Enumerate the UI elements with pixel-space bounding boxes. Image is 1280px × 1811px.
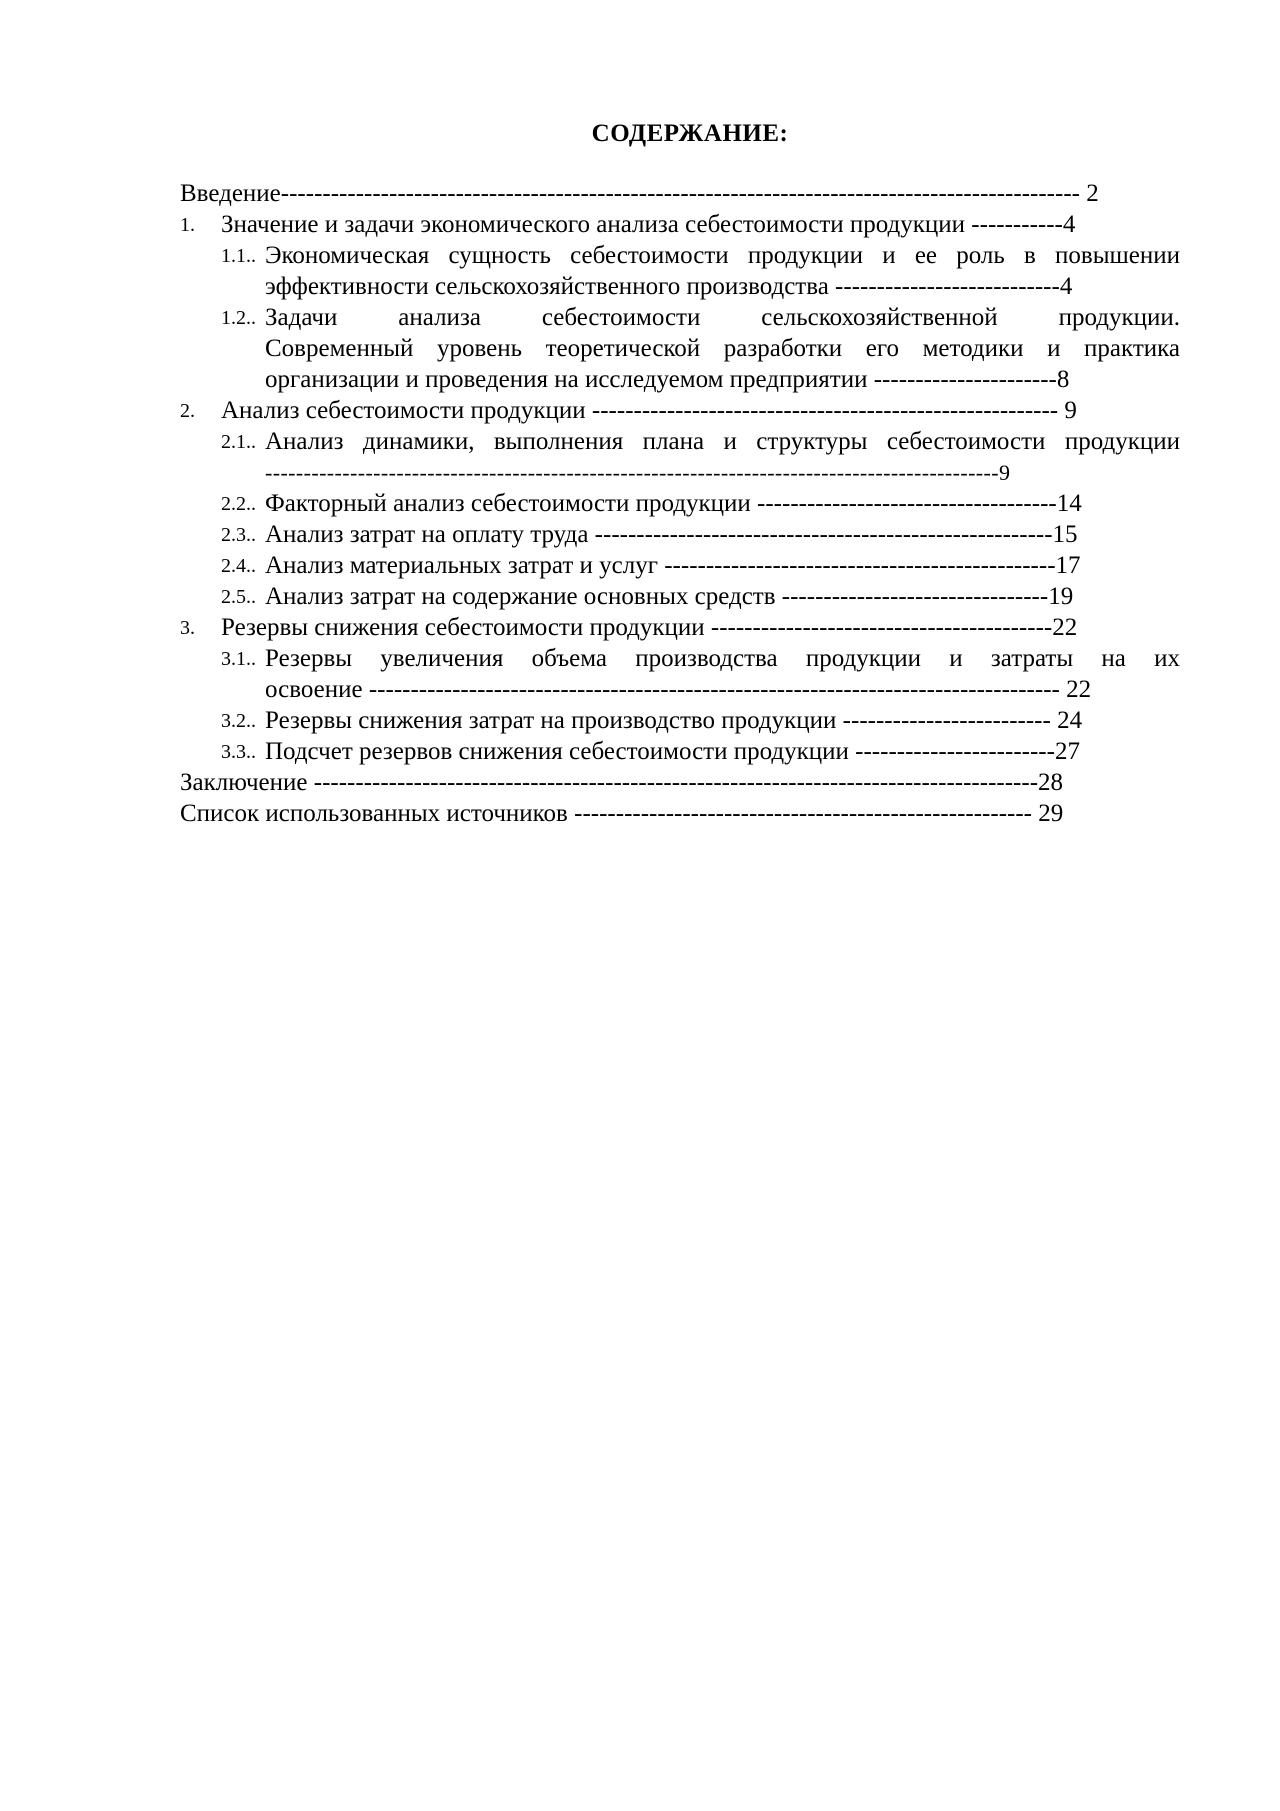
toc-entry-number: 1.1..	[221, 245, 256, 267]
toc-entry-number: 3.2..	[221, 710, 256, 732]
toc-entry-section-3-2[interactable]	[180, 705, 1180, 736]
toc-entry-text: Современный уровень теоретической разработки его методики и практика	[265, 335, 1180, 362]
toc-entry-text: Анализ затрат на оплату труда -------------------------------------------------------15	[265, 521, 1078, 548]
toc-entry-section-2[interactable]	[180, 395, 1180, 426]
toc-entry-number: 2.1..	[221, 431, 256, 453]
toc-entry-section-1-2[interactable]	[180, 302, 1180, 395]
toc-entry-text: Анализ динамики, выполнения плана и структуры себестоимости продукции	[265, 428, 1180, 455]
toc-entry-number: 2.4..	[221, 555, 256, 577]
toc-entry-section-1-1[interactable]	[180, 240, 1180, 302]
toc-entry-text: Подсчет резервов снижения себестоимости продукции ------------------------27	[265, 738, 1080, 765]
toc-entry-conclusion[interactable]	[180, 767, 1180, 798]
toc-entry-section-1[interactable]	[180, 209, 1180, 240]
toc-entry-text: эффективности сельскохозяйственного производства ---------------------------4	[265, 273, 1073, 300]
toc-entry-section-2-4[interactable]	[180, 550, 1180, 581]
toc-entry-section-2-5[interactable]	[180, 581, 1180, 612]
toc-entry-section-3[interactable]	[180, 612, 1180, 643]
toc-entry-number: 2.3..	[221, 524, 256, 546]
toc-entry-number: 1.2..	[221, 307, 256, 329]
toc-entry-text: Экономическая сущность себестоимости продукции и ее роль в повышении	[265, 242, 1180, 269]
toc-entry-text: организации и проведения на исследуемом предприятии ----------------------8	[265, 366, 1070, 393]
toc-entry-number: 2.	[180, 400, 195, 422]
toc-entry-text: освоение ----------------------------------------------------------------------------------- 22	[265, 676, 1092, 703]
toc-entry-number: 2.2..	[221, 493, 256, 515]
toc-entry-text: Анализ затрат на содержание основных средств --------------------------------19	[265, 583, 1074, 610]
toc-entry-text: Резервы снижения себестоимости продукции -----------------------------------------22	[221, 614, 1078, 641]
toc-entry-number: 2.5..	[221, 586, 256, 608]
toc-entry-section-3-3[interactable]	[180, 736, 1180, 767]
toc-entry-section-2-1[interactable]	[180, 426, 1180, 488]
toc-entry-number: 3.	[180, 617, 195, 639]
toc-entry-section-2-2[interactable]	[180, 488, 1180, 519]
toc-entry-number: 3.1..	[221, 648, 256, 670]
toc-entry-number: 1.	[180, 214, 195, 236]
toc-entry-text: Резервы увеличения объема производства продукции и затраты на их	[265, 645, 1180, 672]
toc-entry-text: Задачи анализа себестоимости сельскохозяйственной продукции.	[265, 304, 1180, 331]
toc-entry-text: Анализ себестоимости продукции -------------------------------------------------------- 9	[221, 397, 1077, 424]
toc-entry-number: 3.3..	[221, 741, 256, 763]
toc-entry-text: Введение------------------------------------------------------------------------------------------------ 2	[180, 180, 1099, 207]
toc-entry-introduction[interactable]	[180, 178, 1180, 209]
toc-entry-text: Факторный анализ себестоимости продукции ------------------------------------14	[265, 490, 1082, 517]
toc-entry-section-3-1[interactable]	[180, 643, 1180, 705]
table-of-contents	[180, 178, 1180, 829]
toc-entry-text: Заключение ---------------------------------------------------------------------------------------28	[180, 769, 1064, 796]
page-title: СОДЕРЖАНИЕ:	[591, 120, 789, 147]
toc-entry-section-2-3[interactable]	[180, 519, 1180, 550]
toc-entry-text: Анализ материальных затрат и услуг -----------------------------------------------17	[265, 552, 1081, 579]
toc-entry-text: Список использованных источников ------------------------------------------------------- 29	[180, 800, 1064, 827]
toc-entry-text: Резервы снижения затрат на производство продукции ------------------------- 24	[265, 707, 1083, 734]
toc-entry-text: Значение и задачи экономического анализа себестоимости продукции -----------4	[221, 211, 1076, 238]
toc-entry-sources[interactable]	[180, 798, 1180, 829]
toc-entry-text: -----------------------------------------------------------------------------------------------9	[265, 460, 1011, 485]
